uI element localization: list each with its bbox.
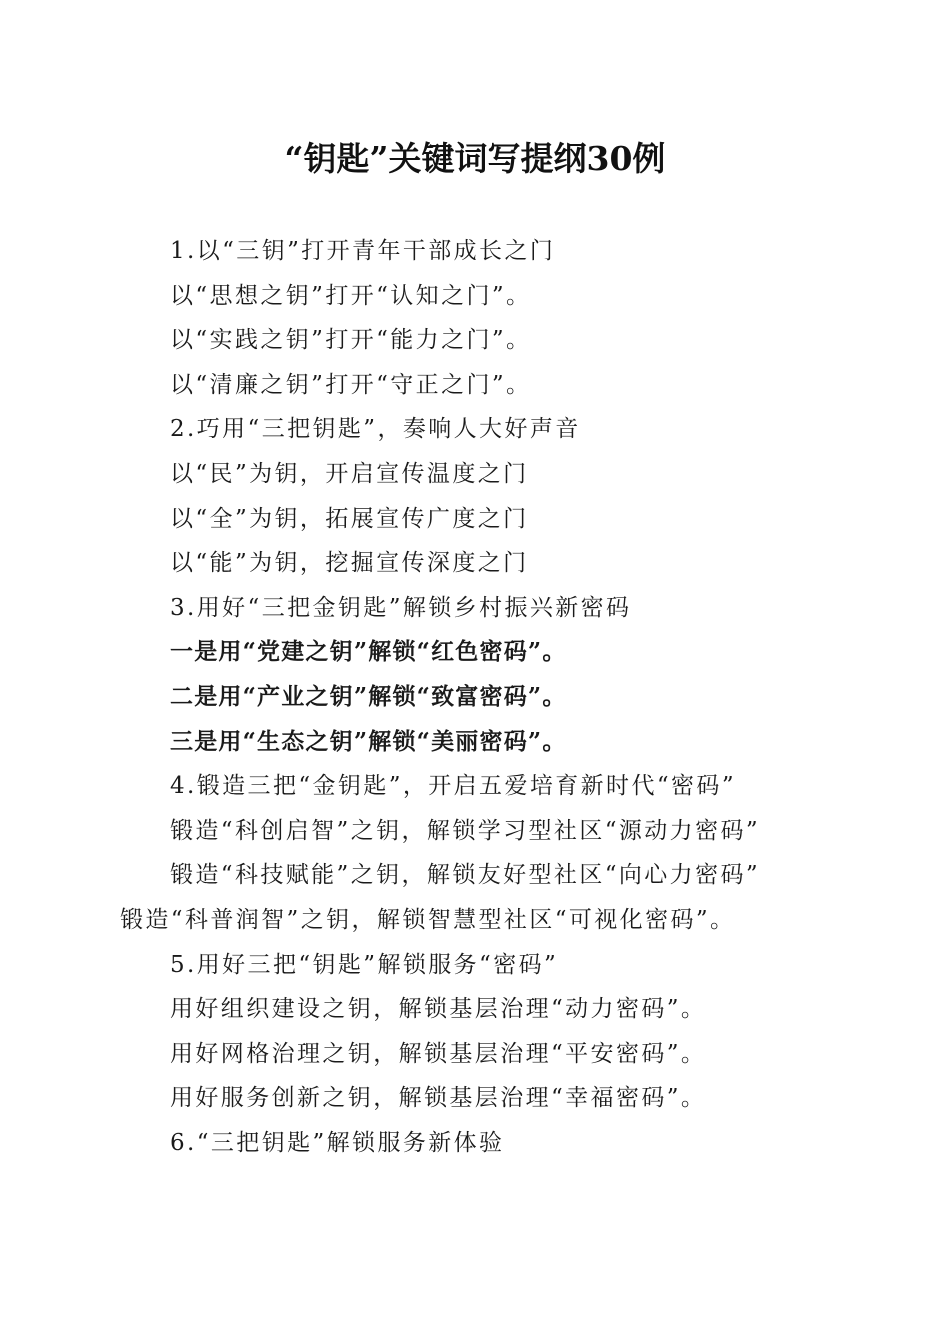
text-line-15: 锻造“科技赋能”之钥，解锁友好型社区“向心力密码” bbox=[170, 862, 761, 889]
text-line-6: 以“民”为钥，开启宣传温度之门 bbox=[170, 460, 529, 487]
text-line-5: 2.巧用“三把钥匙”，奏响人大好声音 bbox=[170, 416, 581, 443]
text-line-14: 锻造“科创启智”之钥，解锁学习型社区“源动力密码” bbox=[170, 817, 761, 844]
text-line-11: 二是用“产业之钥”解锁“致富密码”。 bbox=[170, 682, 567, 710]
text-line-3: 以“实践之钥”打开“能力之门”。 bbox=[170, 327, 532, 354]
text-line-17: 5.用好三把“钥匙”解锁服务“密码” bbox=[170, 951, 559, 978]
text-line-20: 用好服务创新之钥，解锁基层治理“幸福密码”。 bbox=[170, 1085, 707, 1112]
text-line-12: 三是用“生态之钥”解锁“美丽密码”。 bbox=[170, 727, 567, 755]
text-line-4: 以“清廉之钥”打开“守正之门”。 bbox=[170, 371, 532, 398]
text-line-18: 用好组织建设之钥，解锁基层治理“动力密码”。 bbox=[170, 996, 707, 1023]
text-line-10: 一是用“党建之钥”解锁“红色密码”。 bbox=[170, 638, 567, 666]
page-title: “钥匙”关键词写提纲30例 bbox=[284, 139, 666, 178]
text-line-2: 以“思想之钥”打开“认知之门”。 bbox=[170, 282, 532, 309]
text-line-9: 3.用好“三把金钥匙”解锁乡村振兴新密码 bbox=[170, 594, 632, 621]
text-line-7: 以“全”为钥，拓展宣传广度之门 bbox=[170, 505, 529, 532]
text-line-1: 1.以“三钥”打开青年干部成长之门 bbox=[170, 238, 556, 264]
text-line-19: 用好网格治理之钥，解锁基层治理“平安密码”。 bbox=[170, 1040, 707, 1067]
document-body bbox=[120, 229, 840, 1165]
text-line-21: 6.“三把钥匙”解锁服务新体验 bbox=[170, 1129, 505, 1156]
text-line-8: 以“能”为钥，挖掘宣传深度之门 bbox=[170, 550, 529, 577]
text-line-13: 4.锻造三把“金钥匙”，开启五爱培育新时代“密码” bbox=[170, 773, 736, 800]
text-line-16: 锻造“科普润智”之钥，解锁智慧型社区“可视化密码”。 bbox=[120, 906, 736, 933]
